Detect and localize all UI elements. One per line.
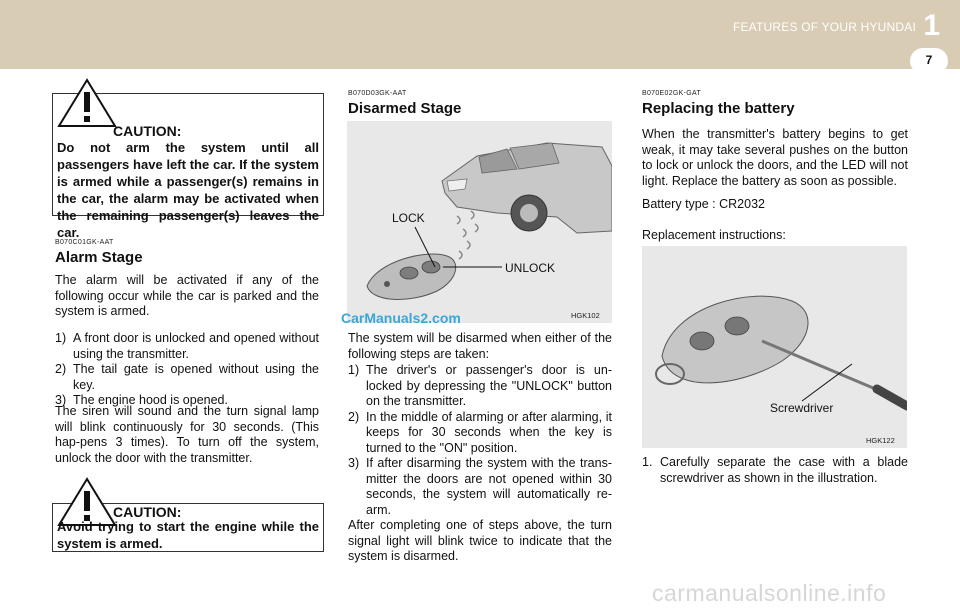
figure-car-transmitter <box>347 121 612 323</box>
list-item: 1) The driver's or passenger's door is un-locked by depressing the "UNLOCK" button on the transmitter. <box>348 363 612 408</box>
watermark: carmanualsonline.info <box>652 580 887 606</box>
alarm-conditions-list <box>55 331 319 409</box>
figure-battery-replacement <box>642 246 907 448</box>
caution-title: CAUTION: <box>113 123 182 139</box>
section-title: FEATURES OF YOUR HYUNDAI <box>732 20 916 34</box>
chapter-number: 1 <box>923 9 940 42</box>
list-item: 2) The tail gate is opened without using the key. <box>55 362 319 392</box>
disarm-steps-list <box>348 363 612 518</box>
car-illustration <box>347 121 612 323</box>
watermark: CarManuals2.com <box>341 310 461 326</box>
list-item: 3) If after disarming the system with the trans-mitter the doors are not opened within 30 seconds, the system will automatically re-arm. <box>348 456 612 517</box>
warning-triangle-icon <box>57 78 117 128</box>
list-item: 1. Carefully separate the case with a blade screwdriver as shown in the illustration. <box>642 455 908 485</box>
caution-body: Avoid trying to start the engine while the system is armed. <box>57 519 319 551</box>
page-number: 7 <box>925 53 933 67</box>
section-code: B070D03GK-AAT <box>348 90 407 97</box>
figure-code: HGK122 <box>866 436 895 445</box>
transmitter-screwdriver-illustration <box>642 246 907 448</box>
section-heading: Alarm Stage <box>55 249 143 266</box>
paragraph: The system will be disarmed when either of the following steps are taken: <box>348 331 612 361</box>
section-heading: Replacing the battery <box>642 100 795 117</box>
figure-label-unlock: UNLOCK <box>505 261 556 275</box>
paragraph: When the transmitter's battery begins to get weak, it may take several pushes on the button to lock or unlock the doors, and the LED will not light. Replace the battery as soon as possible. <box>642 127 908 188</box>
section-code: B070E02GK-GAT <box>642 90 702 97</box>
section-code: B070C01GK-AAT <box>55 239 114 246</box>
instructions-label: Replacement instructions: <box>642 228 786 242</box>
paragraph: The siren will sound and the turn signal lamp will blink continuously for 30 seconds. (This hap-pens 3 times). To turn off the system, unlock the door with the transmitter. <box>55 404 319 465</box>
list-item: 1) A front door is unlocked and opened without using the transmitter. <box>55 331 319 361</box>
figure-label-screwdriver: Screwdriver <box>770 401 834 415</box>
caution-box-2 <box>52 503 324 552</box>
replacement-steps-list <box>642 455 908 486</box>
section-heading: Disarmed Stage <box>348 100 462 117</box>
header-band <box>0 0 960 69</box>
list-item: 2) In the middle of alarming or after alarming, it keeps for 30 seconds when the key is turned to the "ON" position. <box>348 409 612 455</box>
caution-title: CAUTION: <box>113 504 182 520</box>
caution-body: Do not arm the system until all passengers have left the car. If the system is armed while a passenger(s) remains in the car, the alarm may be activated when the remaining passenger(s) leaves the car. <box>57 140 319 240</box>
figure-label-lock: LOCK <box>392 211 425 225</box>
list-item: 3) The engine hood is opened. <box>55 393 228 407</box>
caution-box-1 <box>52 93 324 240</box>
paragraph: After completing one of steps above, the turn signal light will blink twice to indicate that the system is disarmed. <box>348 518 612 563</box>
figure-code: HGK102 <box>571 311 600 320</box>
battery-type: Battery type : CR2032 <box>642 197 765 211</box>
paragraph: The alarm will be activated if any of the following occur while the car is parked and the system is armed. <box>55 273 319 318</box>
